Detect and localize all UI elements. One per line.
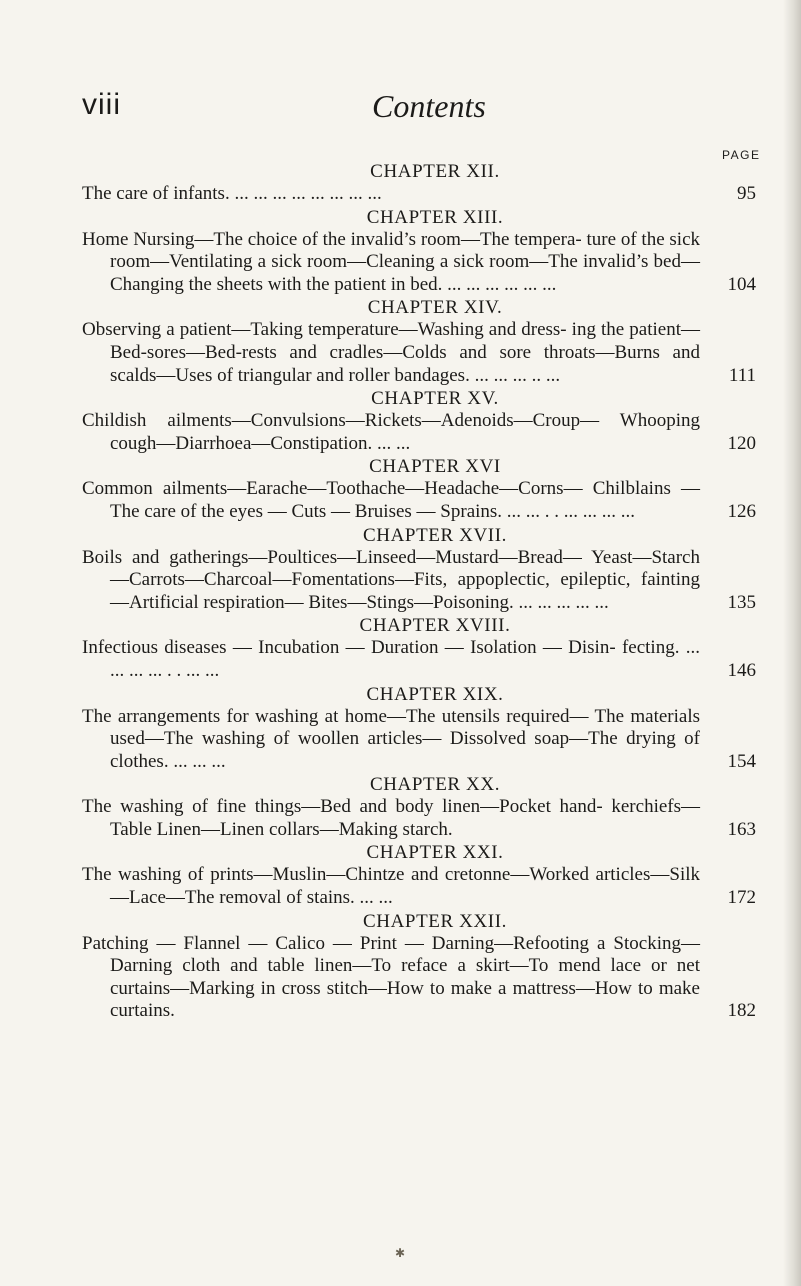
page-reference: 104: [727, 273, 756, 295]
chapter-description: Boils and gatherings—Poultices—Linseed—Mustard—Bread— Yeast—Starch—Carrots—Charcoal—Fomentations—Fits, appoplectic, epileptic, fainting—Artificial respiration— Bites—Stings—Poisoning. ... ... ... ... ...: [82, 546, 700, 613]
page-reference: 172: [727, 887, 756, 909]
chapter-heading: CHAPTER XIX.: [366, 683, 504, 705]
chapter-description: Observing a patient—Taking temperature—Washing and dress- ing the patient—Bed-sores—Bed-rests and cradles—Colds and sore throats—Burns and scalds—Uses of triangular and roller bandages. ... ... ... .. ...: [82, 319, 700, 386]
chapter-description: Home Nursing—The choice of the invalid’s room—The tempera- ture of the sick room—Ventilating a sick room—Cleaning a sick room—The invalid’s bed—Changing the sheets with the patient in bed. ... ... ... ... ... ...: [82, 228, 700, 295]
chapter-description: Patching — Flannel — Calico — Print — Darning—Refooting a Stocking—Darning cloth and table linen—To reface a skirt—To mend lace or net curtains—Marking in cross stitch—How to make a mattress—How to make curtains.: [82, 932, 700, 1022]
page-reference: 120: [727, 432, 756, 454]
toc-chapter: [82, 683, 758, 774]
toc-chapter: [82, 160, 758, 206]
page-column-label: PAGE: [722, 148, 761, 162]
chapter-description: The care of infants. ... ... ... ... ... ... ... ...: [82, 183, 382, 204]
chapter-heading: CHAPTER XX.: [369, 774, 501, 796]
page-reference: 163: [727, 818, 756, 840]
chapter-heading: CHAPTER XIV.: [367, 297, 503, 319]
chapter-entry: [82, 478, 758, 523]
toc-chapter: [82, 773, 758, 841]
chapter-description: Common ailments—Earache—Toothache—Headache—Corns— Chilblains — The care of the eyes — Cuts — Bruises — Sprains. ... ... . . ... ... ... ...: [82, 478, 700, 522]
chapter-description: The arrangements for washing at home—The utensils required— The materials used—The washing of woollen articles— Dissolved soap—The drying of clothes. ... ... ...: [82, 705, 700, 772]
table-of-contents: [82, 160, 758, 1023]
page-reference: 111: [728, 364, 756, 386]
chapter-entry: [82, 410, 758, 455]
chapter-heading: CHAPTER XVI: [369, 456, 501, 478]
chapter-entry: [82, 229, 758, 297]
toc-chapter: [82, 614, 758, 682]
chapter-description: Infectious diseases — Incubation — Duration — Isolation — Disin- fecting. ... ... ... ... . . ... ...: [82, 637, 700, 681]
chapter-heading: CHAPTER XVIII.: [359, 615, 511, 637]
toc-chapter: [82, 841, 758, 909]
chapter-entry: [82, 319, 758, 387]
chapter-heading: CHAPTER XV.: [371, 388, 499, 410]
page-edge-shadow: [783, 0, 801, 1286]
chapter-description: The washing of fine things—Bed and body linen—Pocket hand- kerchiefs—Table Linen—Linen collars—Making starch.: [82, 796, 700, 840]
page-reference: 182: [727, 1000, 756, 1022]
chapter-heading: CHAPTER XXI.: [366, 842, 504, 864]
page-reference: 135: [727, 591, 756, 613]
page-reference: 146: [727, 659, 756, 681]
page-reference: 154: [727, 750, 756, 772]
chapter-heading: CHAPTER XXII.: [363, 910, 507, 932]
chapter-entry: [82, 183, 758, 206]
toc-chapter: [82, 206, 758, 297]
running-title: Contents: [372, 88, 486, 124]
chapter-heading: CHAPTER XVII.: [363, 524, 507, 546]
chapter-entry: [82, 933, 758, 1023]
chapter-heading: CHAPTER XII.: [370, 161, 500, 182]
page-reference: 126: [727, 500, 756, 522]
toc-chapter: [82, 296, 758, 387]
chapter-entry: [82, 637, 758, 682]
printer-mark: ✱: [395, 1246, 406, 1260]
chapter-entry: [82, 706, 758, 774]
chapter-description: The washing of prints—Muslin—Chintze and cretonne—Worked articles—Silk—Lace—The removal of stains. ... ...: [82, 864, 700, 909]
chapter-heading: CHAPTER XIII.: [366, 206, 504, 228]
chapter-entry: [82, 796, 758, 841]
toc-chapter: [82, 387, 758, 455]
toc-chapter: [82, 910, 758, 1023]
chapter-entry: [82, 547, 758, 615]
page-header: [82, 88, 762, 148]
chapter-entry: [82, 864, 758, 909]
page-reference: 95: [737, 183, 756, 204]
toc-chapter: [82, 455, 758, 523]
toc-chapter: [82, 524, 758, 615]
chapter-description: Childish ailments—Convulsions—Rickets—Adenoids—Croup— Whooping cough—Diarrhoea—Constipation. ... ...: [82, 410, 700, 454]
page-number: viii: [82, 88, 121, 121]
